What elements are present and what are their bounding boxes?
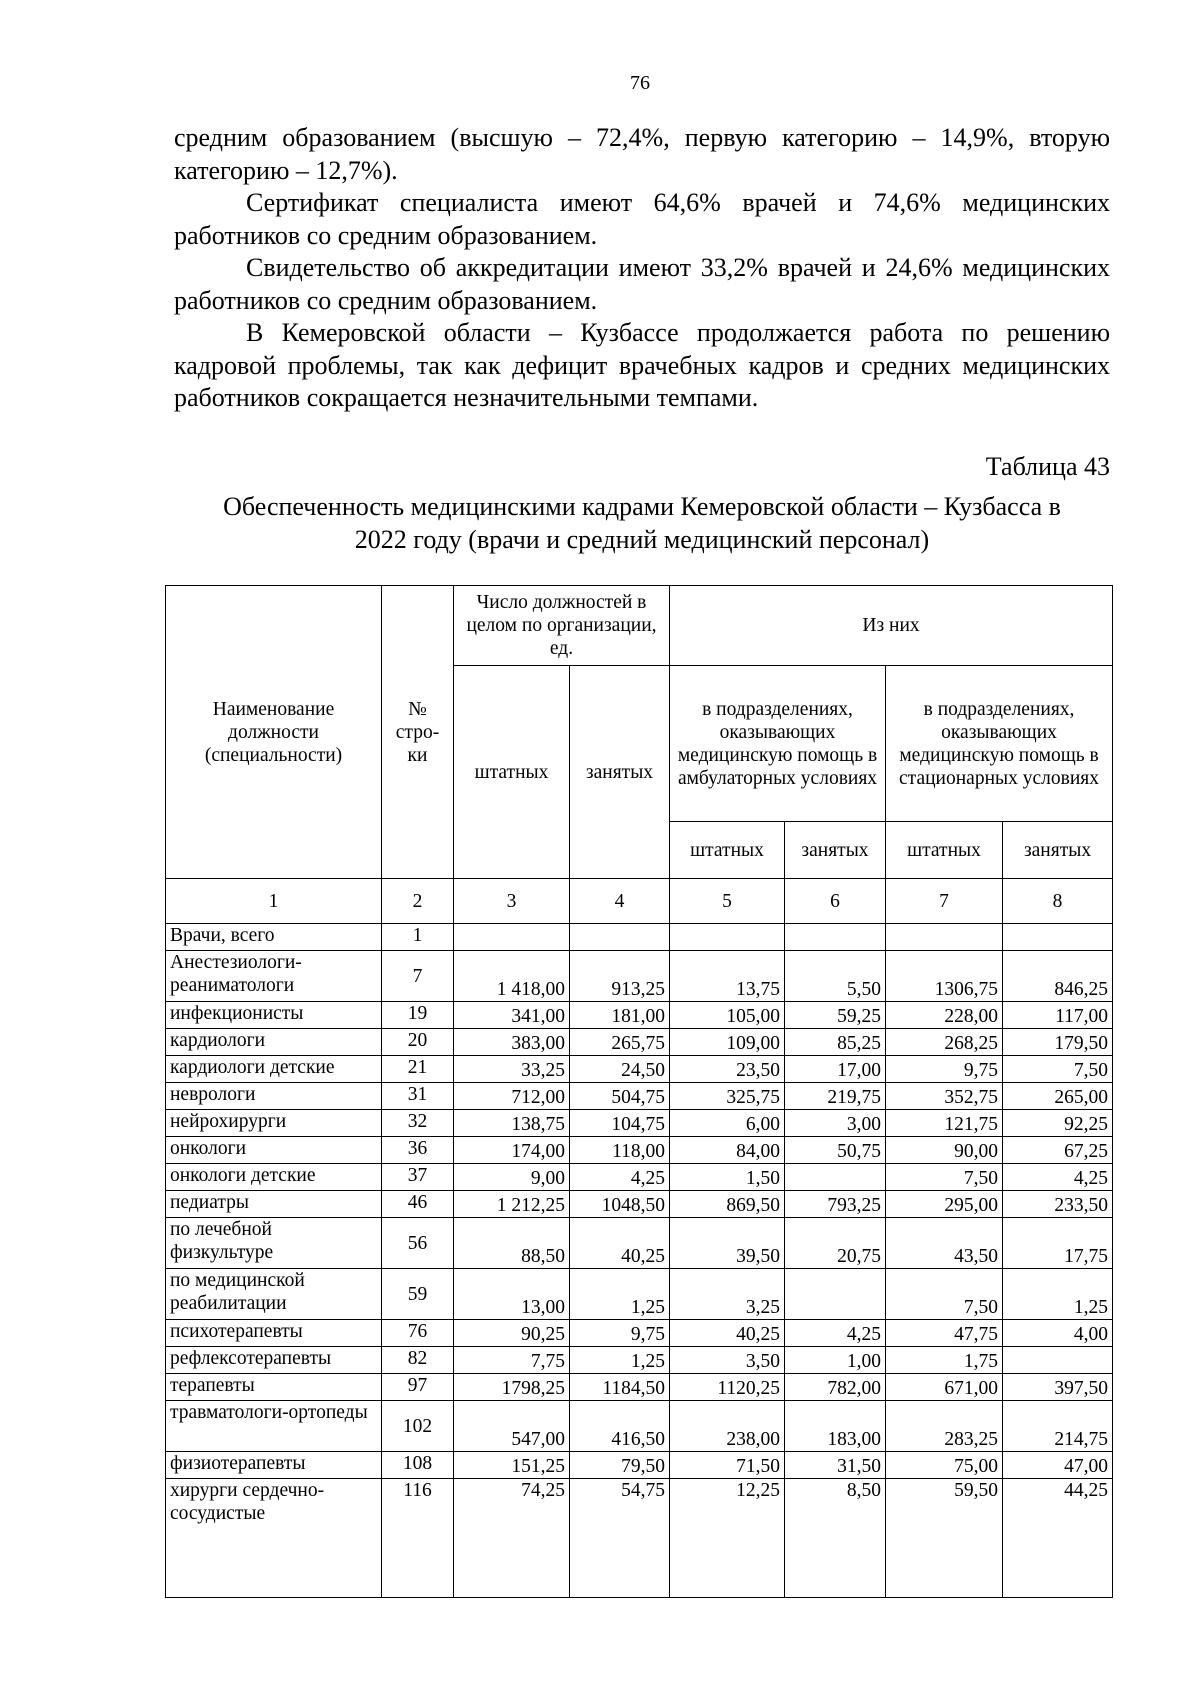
table-title-line: Обеспеченность медицинскими кадрами Кемеровской области – Кузбасса в — [223, 492, 1061, 521]
cell-position-name: педиатры — [166, 1191, 382, 1218]
cell-position-name: онкологи — [166, 1137, 382, 1164]
cell-value: 138,75 — [454, 1110, 570, 1137]
cell-value: 50,75 — [785, 1137, 886, 1164]
header-total-positions: Число должностей в целом по организации, ед. — [454, 586, 670, 666]
cell-value: 59,50 — [886, 1479, 1003, 1598]
header-inp-staff: штатных — [886, 822, 1003, 879]
cell-position-name: по лечебной физкультуре — [166, 1218, 382, 1269]
cell-value: 105,00 — [670, 1002, 785, 1029]
column-number: 4 — [570, 879, 670, 924]
header-name: Наименование должности (специальности) — [166, 586, 382, 879]
cell-value: 151,25 — [454, 1452, 570, 1479]
cell-value: 9,00 — [454, 1164, 570, 1191]
cell-position-name: кардиологи детские — [166, 1056, 382, 1083]
table-row — [166, 1374, 1113, 1401]
cell-value: 79,50 — [570, 1452, 670, 1479]
cell-value: 9,75 — [886, 1056, 1003, 1083]
table-row — [166, 1479, 1113, 1598]
table-row — [166, 1137, 1113, 1164]
cell-value — [1003, 924, 1113, 951]
cell-value: 219,75 — [785, 1083, 886, 1110]
cell-value: 416,50 — [570, 1401, 670, 1452]
cell-position-name: по медицинской реабилитации — [166, 1269, 382, 1320]
cell-value: 233,50 — [1003, 1191, 1113, 1218]
column-number: 1 — [166, 879, 382, 924]
cell-value: 352,75 — [886, 1083, 1003, 1110]
cell-value: 265,00 — [1003, 1083, 1113, 1110]
cell-value: 846,25 — [1003, 951, 1113, 1002]
column-number: 2 — [382, 879, 454, 924]
table-title — [174, 490, 1110, 556]
cell-row-number: 116 — [382, 1479, 454, 1598]
cell-value: 4,25 — [785, 1320, 886, 1347]
cell-value: 4,25 — [1003, 1164, 1113, 1191]
cell-row-number: 20 — [382, 1029, 454, 1056]
table-label: Таблица 43 — [985, 452, 1110, 481]
cell-position-name: Врачи, всего — [166, 924, 382, 951]
header-inp-occupied: занятых — [1003, 822, 1113, 879]
cell-value: 869,50 — [670, 1191, 785, 1218]
cell-value — [1003, 1347, 1113, 1374]
header-amb-occupied: занятых — [785, 822, 886, 879]
cell-value: 13,75 — [670, 951, 785, 1002]
cell-value: 283,25 — [886, 1401, 1003, 1452]
cell-value: 44,25 — [1003, 1479, 1113, 1598]
cell-value: 181,00 — [570, 1002, 670, 1029]
table-row — [166, 1218, 1113, 1269]
paragraph: Свидетельство об аккредитации имеют 33,2% врачей и 24,6% медицинских работников со средним образованием. — [174, 253, 1110, 315]
cell-value: 228,00 — [886, 1002, 1003, 1029]
cell-position-name: хирурги сердечно-сосудистые — [166, 1479, 382, 1598]
cell-value: 33,25 — [454, 1056, 570, 1083]
paragraph: Сертификат специалиста имеют 64,6% врачей и 74,6% медицинских работников со средним образованием. — [174, 188, 1110, 250]
table-row — [166, 1347, 1113, 1374]
cell-value: 383,00 — [454, 1029, 570, 1056]
cell-value: 268,25 — [886, 1029, 1003, 1056]
cell-value: 117,00 — [1003, 1002, 1113, 1029]
cell-row-number: 56 — [382, 1218, 454, 1269]
cell-row-number: 59 — [382, 1269, 454, 1320]
cell-value: 43,50 — [886, 1218, 1003, 1269]
cell-value: 24,50 — [570, 1056, 670, 1083]
cell-value: 7,50 — [886, 1269, 1003, 1320]
cell-value: 74,25 — [454, 1479, 570, 1598]
cell-value: 214,75 — [1003, 1401, 1113, 1452]
cell-position-name: психотерапевты — [166, 1320, 382, 1347]
cell-value: 84,00 — [670, 1137, 785, 1164]
cell-row-number: 19 — [382, 1002, 454, 1029]
cell-value: 1184,50 — [570, 1374, 670, 1401]
cell-value: 295,00 — [886, 1191, 1003, 1218]
cell-value: 31,50 — [785, 1452, 886, 1479]
cell-value: 59,25 — [785, 1002, 886, 1029]
cell-row-number: 1 — [382, 924, 454, 951]
cell-value: 793,25 — [785, 1191, 886, 1218]
cell-value — [570, 924, 670, 951]
cell-value: 3,00 — [785, 1110, 886, 1137]
cell-value: 913,25 — [570, 951, 670, 1002]
table-row — [166, 1002, 1113, 1029]
cell-value: 75,00 — [886, 1452, 1003, 1479]
cell-value: 5,50 — [785, 951, 886, 1002]
cell-value: 13,00 — [454, 1269, 570, 1320]
cell-row-number: 21 — [382, 1056, 454, 1083]
cell-value: 1,25 — [1003, 1269, 1113, 1320]
cell-value: 9,75 — [570, 1320, 670, 1347]
cell-value: 12,25 — [670, 1479, 785, 1598]
cell-value: 1,25 — [570, 1347, 670, 1374]
cell-value: 671,00 — [886, 1374, 1003, 1401]
cell-position-name: онкологи детские — [166, 1164, 382, 1191]
cell-value: 67,25 — [1003, 1137, 1113, 1164]
cell-position-name: кардиологи — [166, 1029, 382, 1056]
cell-value: 1306,75 — [886, 951, 1003, 1002]
cell-value: 238,00 — [670, 1401, 785, 1452]
cell-position-name: травматологи-ортопеды — [166, 1401, 382, 1452]
column-number: 6 — [785, 879, 886, 924]
cell-value: 109,00 — [670, 1029, 785, 1056]
staffing-table — [165, 585, 1113, 1598]
table-row — [166, 1056, 1113, 1083]
table-row — [166, 924, 1113, 951]
cell-value — [454, 924, 570, 951]
header-occupied: занятых — [570, 666, 670, 879]
cell-row-number: 76 — [382, 1320, 454, 1347]
cell-value: 88,50 — [454, 1218, 570, 1269]
cell-row-number: 108 — [382, 1452, 454, 1479]
cell-value: 92,25 — [1003, 1110, 1113, 1137]
cell-row-number: 32 — [382, 1110, 454, 1137]
table-row — [166, 1110, 1113, 1137]
table-row — [166, 1083, 1113, 1110]
cell-value: 4,00 — [1003, 1320, 1113, 1347]
column-number: 5 — [670, 879, 785, 924]
cell-value — [670, 924, 785, 951]
table-row — [166, 951, 1113, 1002]
cell-value — [785, 924, 886, 951]
cell-value: 121,75 — [886, 1110, 1003, 1137]
header-ambulatory: в подразделениях, оказывающих медицинскую помощь в амбулаторных условиях — [670, 666, 886, 822]
cell-value: 183,00 — [785, 1401, 886, 1452]
cell-value — [785, 1164, 886, 1191]
table-row — [166, 1320, 1113, 1347]
header-row-number: № стро-ки — [382, 586, 454, 879]
cell-value: 1 212,25 — [454, 1191, 570, 1218]
cell-value: 6,00 — [670, 1110, 785, 1137]
column-number-row — [166, 879, 1113, 924]
cell-row-number: 31 — [382, 1083, 454, 1110]
cell-value: 47,00 — [1003, 1452, 1113, 1479]
header-amb-staff: штатных — [670, 822, 785, 879]
header-inpatient: в подразделениях, оказывающих медицинскую помощь в стационарных условиях — [886, 666, 1113, 822]
cell-value: 90,00 — [886, 1137, 1003, 1164]
paragraph: В Кемеровской области – Кузбассе продолжается работа по решению кадровой проблемы, так как дефицит врачебных кадров и средних медицинских работников сокращается незначительными темпами. — [174, 318, 1110, 412]
cell-value: 4,25 — [570, 1164, 670, 1191]
table-row — [166, 1269, 1113, 1320]
cell-value: 17,75 — [1003, 1218, 1113, 1269]
table-title-line: 2022 году (врачи и средний медицинский персонал) — [354, 525, 930, 554]
table-row — [166, 1029, 1113, 1056]
cell-value: 325,75 — [670, 1083, 785, 1110]
column-number: 7 — [886, 879, 1003, 924]
cell-value: 8,50 — [785, 1479, 886, 1598]
cell-value: 54,75 — [570, 1479, 670, 1598]
table-row — [166, 1452, 1113, 1479]
column-number: 3 — [454, 879, 570, 924]
column-number: 8 — [1003, 879, 1113, 924]
cell-position-name: неврологи — [166, 1083, 382, 1110]
cell-value: 1798,25 — [454, 1374, 570, 1401]
body-text — [174, 122, 1110, 415]
cell-position-name: физиотерапевты — [166, 1452, 382, 1479]
cell-value: 71,50 — [670, 1452, 785, 1479]
cell-position-name: нейрохирурги — [166, 1110, 382, 1137]
cell-value: 40,25 — [670, 1320, 785, 1347]
cell-value: 47,75 — [886, 1320, 1003, 1347]
cell-row-number: 46 — [382, 1191, 454, 1218]
cell-value: 712,00 — [454, 1083, 570, 1110]
cell-value: 1048,50 — [570, 1191, 670, 1218]
cell-position-name: Анестезиологи-реаниматологи — [166, 951, 382, 1002]
cell-value: 90,25 — [454, 1320, 570, 1347]
cell-row-number: 36 — [382, 1137, 454, 1164]
cell-value: 118,00 — [570, 1137, 670, 1164]
cell-value: 23,50 — [670, 1056, 785, 1083]
cell-value: 1120,25 — [670, 1374, 785, 1401]
cell-value — [785, 1269, 886, 1320]
page-number: 76 — [630, 72, 650, 94]
cell-value: 397,50 — [1003, 1374, 1113, 1401]
cell-value: 1,50 — [670, 1164, 785, 1191]
cell-value: 1,00 — [785, 1347, 886, 1374]
cell-value: 174,00 — [454, 1137, 570, 1164]
cell-value: 17,00 — [785, 1056, 886, 1083]
table-row — [166, 1191, 1113, 1218]
cell-value: 1,25 — [570, 1269, 670, 1320]
cell-position-name: рефлексотерапевты — [166, 1347, 382, 1374]
table-row — [166, 1164, 1113, 1191]
cell-value: 40,25 — [570, 1218, 670, 1269]
cell-value: 504,75 — [570, 1083, 670, 1110]
cell-value: 7,50 — [886, 1164, 1003, 1191]
cell-position-name: инфекционисты — [166, 1002, 382, 1029]
cell-value: 85,25 — [785, 1029, 886, 1056]
paragraph: средним образованием (высшую – 72,4%, первую категорию – 14,9%, вторую категорию – 12,7%). — [174, 123, 1110, 185]
cell-value: 7,75 — [454, 1347, 570, 1374]
cell-value: 7,50 — [1003, 1056, 1113, 1083]
cell-row-number: 82 — [382, 1347, 454, 1374]
header-of-them: Из них — [670, 586, 1113, 666]
cell-row-number: 102 — [382, 1401, 454, 1452]
cell-row-number: 7 — [382, 951, 454, 1002]
cell-value: 39,50 — [670, 1218, 785, 1269]
cell-value — [886, 924, 1003, 951]
cell-position-name: терапевты — [166, 1374, 382, 1401]
cell-value: 547,00 — [454, 1401, 570, 1452]
cell-value: 179,50 — [1003, 1029, 1113, 1056]
cell-value: 782,00 — [785, 1374, 886, 1401]
cell-value: 3,25 — [670, 1269, 785, 1320]
cell-row-number: 97 — [382, 1374, 454, 1401]
cell-value: 3,50 — [670, 1347, 785, 1374]
cell-value: 104,75 — [570, 1110, 670, 1137]
header-staff: штатных — [454, 666, 570, 879]
cell-value: 341,00 — [454, 1002, 570, 1029]
cell-value: 1 418,00 — [454, 951, 570, 1002]
cell-value: 265,75 — [570, 1029, 670, 1056]
cell-value: 1,75 — [886, 1347, 1003, 1374]
cell-row-number: 37 — [382, 1164, 454, 1191]
cell-value: 20,75 — [785, 1218, 886, 1269]
table-row — [166, 1401, 1113, 1452]
